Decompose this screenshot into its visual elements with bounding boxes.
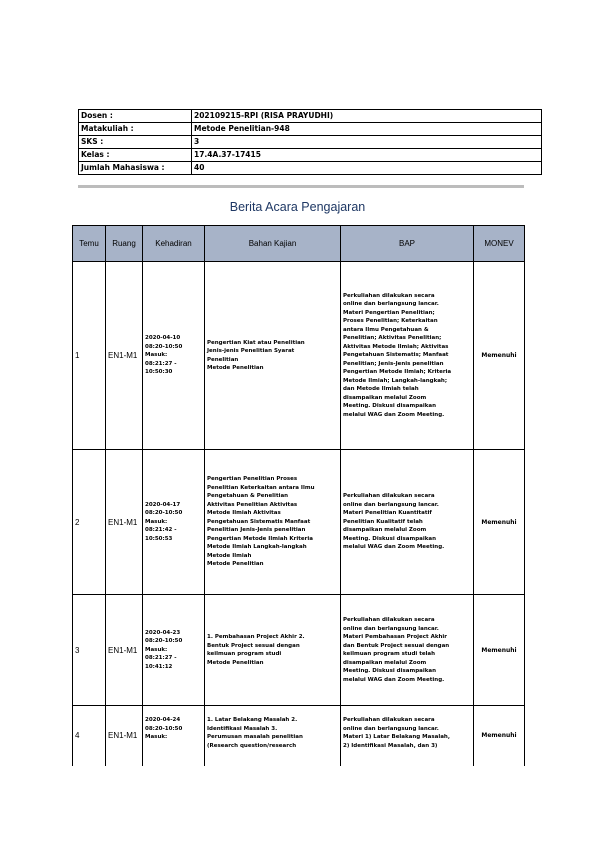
bahan-kajian-cell: Pengertian Kiat atau Penelitian Jenis-jenis Penelitian Syarat Penelitian Metode Penelitian — [205, 262, 341, 450]
table-row — [73, 706, 525, 766]
monev-cell: Memenuhi — [474, 595, 525, 706]
header-kehadiran: Kehadiran — [143, 226, 205, 262]
bap-header-row — [73, 226, 525, 262]
bap-cell: Perkuliahan dilakukan secara online dan berlangsung lancar. Materi 1) Latar Belakang Masalah, 2) Identifikasi Masalah, dan 3) — [341, 706, 474, 766]
dosen-label: Dosen : — [79, 110, 192, 123]
monev-cell: Memenuhi — [474, 706, 525, 766]
monev-cell: Memenuhi — [474, 450, 525, 595]
header-monev: MONEV — [474, 226, 525, 262]
header-ruang: Ruang — [106, 226, 143, 262]
header-bahan-kajian: Bahan Kajian — [205, 226, 341, 262]
course-info-table — [78, 109, 542, 175]
sks-label: SKS : — [79, 136, 192, 149]
jumlah-mahasiswa-label: Jumlah Mahasiswa : — [79, 162, 192, 175]
info-row-dosen — [79, 110, 542, 123]
ruang-cell: EN1-M1 — [106, 450, 143, 595]
temu-cell: 3 — [73, 595, 106, 706]
kehadiran-cell: 2020-04-17 08:20-10:50 Masuk: 08:21:42 - 10:50:53 — [143, 450, 205, 595]
kehadiran-cell: 2020-04-23 08:20-10:50 Masuk: 08:21:27 - 10:41:12 — [143, 595, 205, 706]
matakuliah-value: Metode Penelitian-948 — [192, 123, 542, 136]
monev-cell: Memenuhi — [474, 262, 525, 450]
table-row — [73, 450, 525, 595]
info-row-sks — [79, 136, 542, 149]
table-row — [73, 262, 525, 450]
dosen-value: 202109215-RPI (RISA PRAYUDHI) — [192, 110, 542, 123]
kelas-value: 17.4A.37-17415 — [192, 149, 542, 162]
temu-cell: 2 — [73, 450, 106, 595]
ruang-cell: EN1-M1 — [106, 706, 143, 766]
sks-value: 3 — [192, 136, 542, 149]
ruang-cell: EN1-M1 — [106, 262, 143, 450]
header-bap: BAP — [341, 226, 474, 262]
page-title: Berita Acara Pengajaran — [229, 200, 366, 214]
temu-cell: 4 — [73, 706, 106, 766]
bap-table — [72, 225, 525, 766]
kelas-label: Kelas : — [79, 149, 192, 162]
temu-cell: 1 — [73, 262, 106, 450]
bap-cell: Perkuliahan dilakukan secara online dan berlangsung lancar. Materi Penelitian Kuantitatif Penelitian Kualitatif telah disampaikan melalui Zoom Meeting. Diskusi disampaikan melalui WAG dan Zoom Meeting. — [341, 450, 474, 595]
bahan-kajian-cell: 1. Pembahasan Project Akhir 2. Bentuk Project sesuai dengan keilmuan program studi Metode Penelitian — [205, 595, 341, 706]
matakuliah-label: Matakuliah : — [79, 123, 192, 136]
section-divider — [78, 185, 524, 188]
kehadiran-cell: 2020-04-10 08:20-10:50 Masuk: 08:21:27 - 10:50:30 — [143, 262, 205, 450]
jumlah-mahasiswa-value: 40 — [192, 162, 542, 175]
table-row — [73, 595, 525, 706]
info-row-kelas — [79, 149, 542, 162]
ruang-cell: EN1-M1 — [106, 595, 143, 706]
header-temu: Temu — [73, 226, 106, 262]
bap-cell: Perkuliahan dilakukan secara online dan berlangsung lancar. Materi Pembahasan Project Akhir dan Bentuk Project sesuai dengan keilmuan program studi telah disampaikan melalui Zoom Meeting. Diskusi disampaikan melalui WAG dan Zoom Meeting. — [341, 595, 474, 706]
info-row-matakuliah — [79, 123, 542, 136]
bahan-kajian-cell: Pengertian Penelitian Proses Penelitian Keterkaitan antara Ilmu Pengetahuan & Penelitian Aktivitas Penelitian Aktivitas Metode Ilmiah Aktivitas Pengetahuan Sistematis Manfaat Penelitian Jenis-Jenis penelitian Pengertian Metode Ilmiah Kriteria Metode Ilmiah Langkah-langkah Metode Ilmiah Metode Penelitian — [205, 450, 341, 595]
bahan-kajian-cell: 1. Latar Belakang Masalah 2. Identifikasi Masalah 3. Perumusan masalah penelitian (Research question/research — [205, 706, 341, 766]
info-row-jumlah — [79, 162, 542, 175]
kehadiran-cell: 2020-04-24 08:20-10:50 Masuk: — [143, 706, 205, 766]
bap-cell: Perkuliahan dilakukan secara online dan berlangsung lancar. Materi Pengertian Penelitian; Proses Penelitian; Keterkaitan antara Ilmu Pengetahuan & Penelitian; Aktivitas Penelitian; Aktivitas Metode Ilmiah; Aktivitas Pengetahuan Sistematis; Manfaat Penelitian; Jenis-Jenis penelitian Pengertian Metode Ilmiah; Kriteria Metode Ilmiah; Langkah-langkah; dan Metode Ilmiah telah disampaikan melalui Zoom Meeting. Diskusi disampaikan melalui WAG dan Zoom Meeting. — [341, 262, 474, 450]
